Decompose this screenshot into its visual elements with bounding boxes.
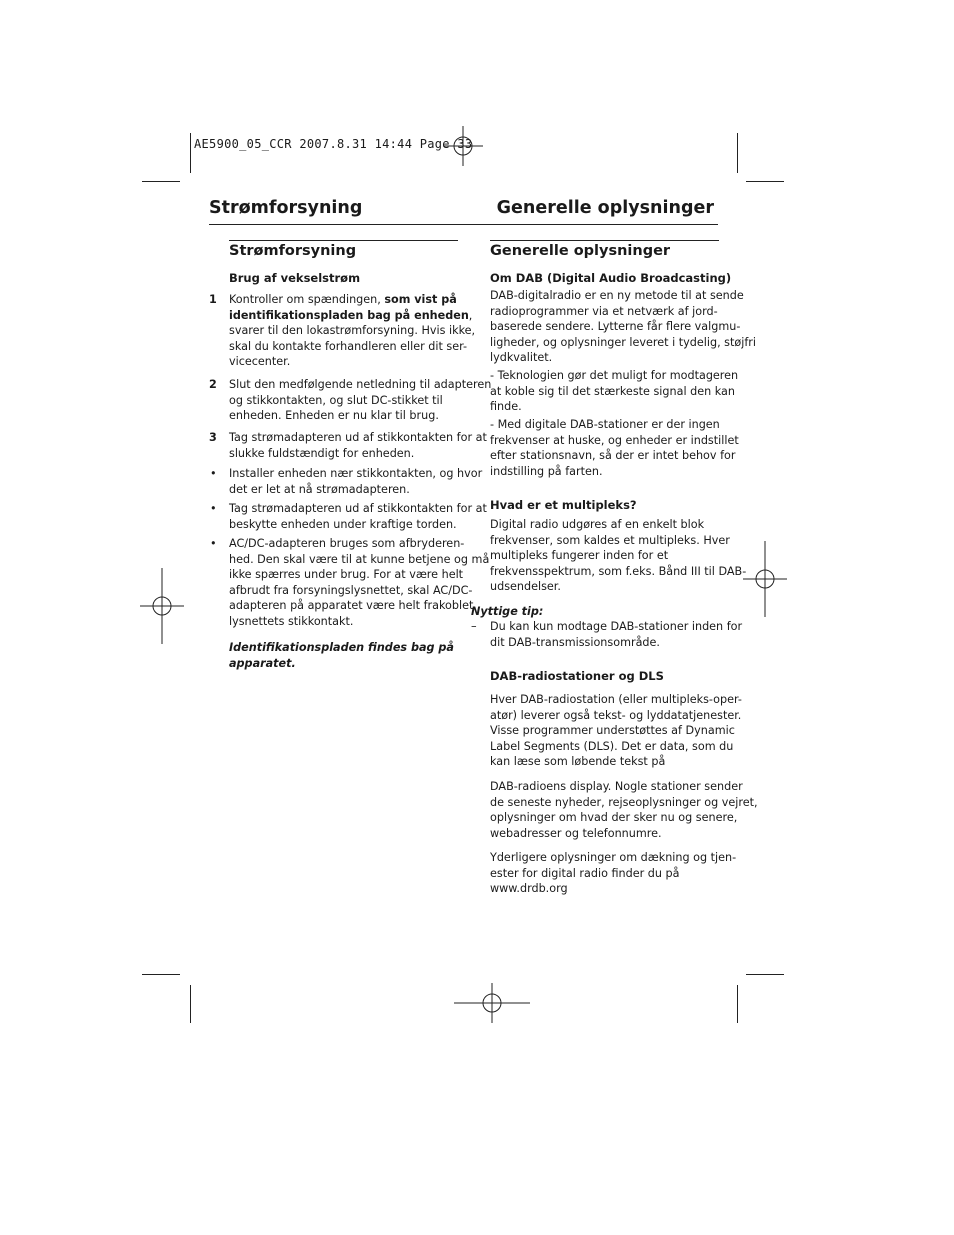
dab-text-line: DAB-digitalradio er en ny metode til at sende [490,289,744,302]
dls-text-line: Label Segments (DLS). Det er data, som du [490,739,734,753]
bullet-text-line: ikke spærres under brug. For at være helt [229,568,464,582]
step-text-bold: identifikationspladen bag på enheden [229,308,469,322]
step-text: Tag strømadapteren ud af stikkontakten for at [229,431,487,444]
step-text-line [229,339,467,355]
step-text: Kontroller om spændingen, [229,293,385,306]
step-text-line [229,393,443,409]
page-header-right: Generelle oplysninger [496,198,714,218]
registration-mark-icon [743,541,787,617]
crop-mark [190,133,191,173]
multiplex-text-line: udsendelser. [490,580,561,594]
registration-mark-icon [140,568,184,644]
bullet-text-line: Installer enheden nær stikkontakten, og hvor [229,467,483,480]
multiplex-text-line: Digital radio udgøres af en enkelt blok [490,518,705,531]
step-text-line [229,377,491,393]
bullet-text-line: AC/DC-adapteren bruges som afbryderen- [229,537,465,550]
registration-mark-icon [443,126,483,166]
step-text-line [229,354,290,370]
bullet-text-line: hed. Den skal være til at kunne betjene og må [229,552,490,566]
dls-text-line: webadresser og telefonnumre. [490,826,662,840]
tip-text-line: Du kan kun modtage DAB-stationer inden for [490,620,743,633]
dab-text-line: indstilling på farten. [490,464,603,478]
dls-text-line: de seneste nyheder, rejseoplysninger og vejret, [490,795,758,809]
bullet-text-line: lysnettets stikkontakt. [229,615,354,628]
dls-text-line: www.drdb.org [490,882,568,896]
step-text-line [229,446,414,462]
dab-text-line: - Teknologien gør det muligt for modtageren [490,369,739,382]
bullet-text-line: Tag strømadapteren ud af stikkontakten for at [229,502,487,515]
crop-mark [737,133,738,173]
crop-mark [190,985,191,1023]
header-divider [209,224,718,225]
crop-mark [746,974,784,975]
note-line: Identifikationspladen findes bag på [229,641,454,654]
step-text-bold: som vist på [384,293,457,306]
dab-text-line: lydkvalitet. [490,351,553,365]
bullet-icon: • [210,467,217,480]
bullet-icon: • [210,502,217,515]
crop-mark [142,974,180,975]
dls-text-line: ester for digital radio finder du på [490,866,680,880]
bullet-text-line: adapteren på apparatet være helt frakoblet [229,599,474,613]
page-header-left: Strømforsyning [209,198,363,218]
step-text: svarer til den lokastrømforsyning. Hvis ikke, [229,324,476,338]
dab-text-line: ligheder, og oplysninger leveret i tydelig, støjfri [490,335,756,349]
step-text-line [229,408,439,424]
crop-mark [737,985,738,1023]
step-text: , [468,308,473,322]
dls-text-line: DAB-radioens display. Nogle stationer sender [490,780,743,793]
step-text: enheden. Enheden er nu klar til brug. [229,409,439,423]
right-section-title: Generelle oplysninger [490,243,671,259]
dab-text-line: at koble sig til det stærkeste signal den kan [490,384,735,398]
step-text: Slut den medfølgende netledning til adapteren [229,378,492,391]
dls-text-line: Yderligere oplysninger om dækning og tjen- [490,851,737,864]
dab-title: Om DAB (Digital Audio Broadcasting) [490,271,732,285]
bullet-text-line: beskytte enheden under kraftige torden. [229,517,457,531]
right-column-divider [490,240,719,241]
note-line: apparatet. [229,656,296,670]
dab-text-line: efter stationsnavn, så der er intet behov for [490,449,736,463]
left-column-divider [229,240,458,241]
dls-title: DAB-radiostationer og DLS [490,669,664,683]
dab-text-line: finde. [490,400,522,414]
print-slug: AE5900_05_CCR 2007.8.31 14:44 Page 33 [194,137,473,151]
step-text-line [229,292,457,308]
step-text-line [229,308,472,324]
tip-dash: – [471,620,477,633]
tip-text-line: dit DAB-transmissionsområde. [490,635,660,649]
dls-text-line: Visse programmer understøttes af Dynamic [490,724,735,738]
dab-text-line: - Med digitale DAB-stationer er der ingen [490,418,720,431]
bullet-text-line: afbrudt fra forsyningslysnettet, skal AC/DC- [229,583,473,597]
dls-text-line: Hver DAB-radiostation (eller multipleks-oper- [490,693,742,706]
dls-text-line: oplysninger om hvad der sker nu og senere, [490,811,738,825]
registration-mark-icon [454,983,530,1023]
dls-text-line: kan læse som løbende tekst på [490,755,666,769]
dab-text-line: radioprogrammer via et netværk af jord- [490,304,718,318]
crop-mark [142,181,180,182]
step-text: og stikkontakten, og slut DC-stikket til [229,393,443,407]
bullet-icon: • [210,537,217,550]
crop-mark [746,181,784,182]
multiplex-title: Hvad er et multipleks? [490,498,637,512]
step-text-line [229,323,475,339]
multiplex-text-line: multipleks fungerer inden for et [490,549,669,563]
dab-text-line: baserede sendere. Lytterne får flere valgmu- [490,320,741,334]
left-subtitle: Brug af vekselstrøm [229,271,361,285]
step-text: vicecenter. [229,355,291,369]
step-number: 1 [209,293,217,306]
left-section-title: Strømforsyning [229,243,357,259]
tip-title: Nyttige tip: [471,605,544,618]
bullet-text-line: det er let at nå strømadapteren. [229,482,410,496]
multiplex-text-line: frekvensspektrum, som f.eks. Bånd III til DAB- [490,564,747,578]
step-text: slukke fuldstændigt for enheden. [229,446,415,460]
step-number: 3 [209,431,217,444]
multiplex-text-line: frekvenser, som kaldes et multipleks. Hver [490,533,730,547]
dab-text-line: frekvenser at huske, og enheder er indstillet [490,433,739,447]
step-text: skal du kontakte forhandleren eller dit ser- [229,339,468,353]
step-text-line [229,430,487,446]
step-number: 2 [209,378,217,391]
dls-text-line: atør) leverer også tekst- og lyddatatjenester. [490,708,742,722]
